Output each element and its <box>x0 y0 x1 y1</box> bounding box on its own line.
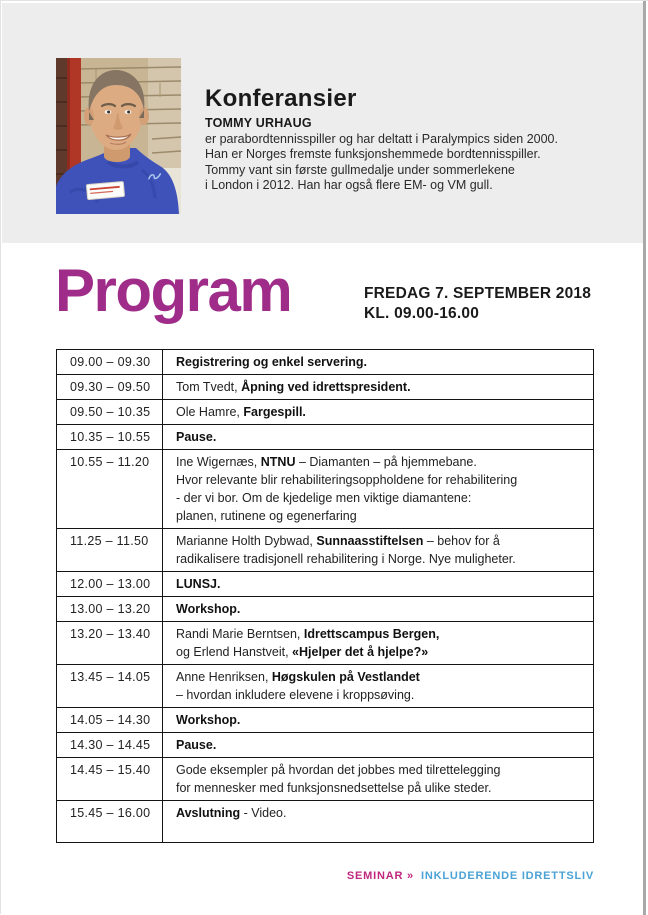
schedule-row <box>57 708 594 733</box>
time-cell: 15.45 – 16.00 <box>57 801 163 843</box>
description-cell: Tom Tvedt, Åpning ved idrettspresident. <box>163 375 594 400</box>
speaker-role-title: Konferansier <box>205 85 357 112</box>
description-cell: Workshop. <box>163 597 594 622</box>
portrait-photo-icon <box>56 58 181 214</box>
description-cell: Marianne Holth Dybwad, Sunnaasstiftelsen – behov for å radikalisere tradisjonell rehabilitering i Norge. Nye muligheter. <box>163 529 594 572</box>
schedule-row <box>57 375 594 400</box>
time-cell: 10.35 – 10.55 <box>57 425 163 450</box>
program-datetime <box>364 284 591 324</box>
schedule-row <box>57 350 594 375</box>
description-cell: Workshop. <box>163 708 594 733</box>
schedule-row <box>57 597 594 622</box>
schedule-row <box>57 733 594 758</box>
time-cell: 14.45 – 15.40 <box>57 758 163 801</box>
schedule-table-body <box>57 350 594 843</box>
description-cell: Anne Henriksen, Høgskulen på Vestlandet – hvordan inkludere elevene i kroppsøving. <box>163 665 594 708</box>
schedule-table <box>56 349 594 843</box>
schedule-row <box>57 529 594 572</box>
time-cell: 10.55 – 11.20 <box>57 450 163 529</box>
time-cell: 09.50 – 10.35 <box>57 400 163 425</box>
description-cell: Gode eksempler på hvordan det jobbes med tilrettelegging for mennesker med funksjonsnedsettelse på ulike steder. <box>163 758 594 801</box>
time-cell: 09.00 – 09.30 <box>57 350 163 375</box>
program-date: FREDAG 7. SEPTEMBER 2018 <box>364 285 592 302</box>
description-cell: Registrering og enkel servering. <box>163 350 594 375</box>
program-title: Program <box>55 257 292 324</box>
description-cell: Randi Marie Berntsen, Idrettscampus Bergen, og Erlend Hanstveit, «Hjelper det å hjelpe?» <box>163 622 594 665</box>
time-cell: 11.25 – 11.50 <box>57 529 163 572</box>
schedule-row <box>57 400 594 425</box>
page-edge-divider <box>643 1 646 915</box>
schedule-row <box>57 622 594 665</box>
time-cell: 12.00 – 13.00 <box>57 572 163 597</box>
page-footer <box>56 870 594 882</box>
description-cell: Ine Wigernæs, NTNU – Diamanten – på hjemmebane. Hvor relevante blir rehabiliteringsoppholdene for rehabilitering - der vi bor. Om de kjedelige men viktige diamantene: planen, rutinene og egenerfaring <box>163 450 594 529</box>
schedule-row <box>57 758 594 801</box>
description-cell: Pause. <box>163 733 594 758</box>
schedule-row <box>57 450 594 529</box>
time-cell: 13.20 – 13.40 <box>57 622 163 665</box>
time-cell: 13.00 – 13.20 <box>57 597 163 622</box>
time-cell: 13.45 – 14.05 <box>57 665 163 708</box>
footer-brand: SEMINAR » <box>346 870 414 882</box>
description-cell: Ole Hamre, Fargespill. <box>163 400 594 425</box>
description-cell: Avslutning - Video. <box>163 801 594 843</box>
time-cell: 09.30 – 09.50 <box>57 375 163 400</box>
footer-event: INKLUDERENDE IDRETTSLIV <box>420 870 594 882</box>
speaker-photo <box>56 58 181 214</box>
time-cell: 14.30 – 14.45 <box>57 733 163 758</box>
schedule-row <box>57 572 594 597</box>
speaker-bio: er parabordtennisspiller og har deltatt i Paralympics siden 2000. Han er Norges fremste funksjonshemmede bordtennisspiller. Tommy vant sin første gullmedalje under sommerlekene i London i 2012. Han har også flere EM- og VM gull. <box>205 132 558 193</box>
speaker-name: TOMMY URHAUG <box>205 116 312 130</box>
schedule-row <box>57 801 594 843</box>
description-cell: LUNSJ. <box>163 572 594 597</box>
time-cell: 14.05 – 14.30 <box>57 708 163 733</box>
description-cell: Pause. <box>163 425 594 450</box>
schedule-row <box>57 665 594 708</box>
program-time: KL. 09.00-16.00 <box>364 305 480 322</box>
schedule-row <box>57 425 594 450</box>
